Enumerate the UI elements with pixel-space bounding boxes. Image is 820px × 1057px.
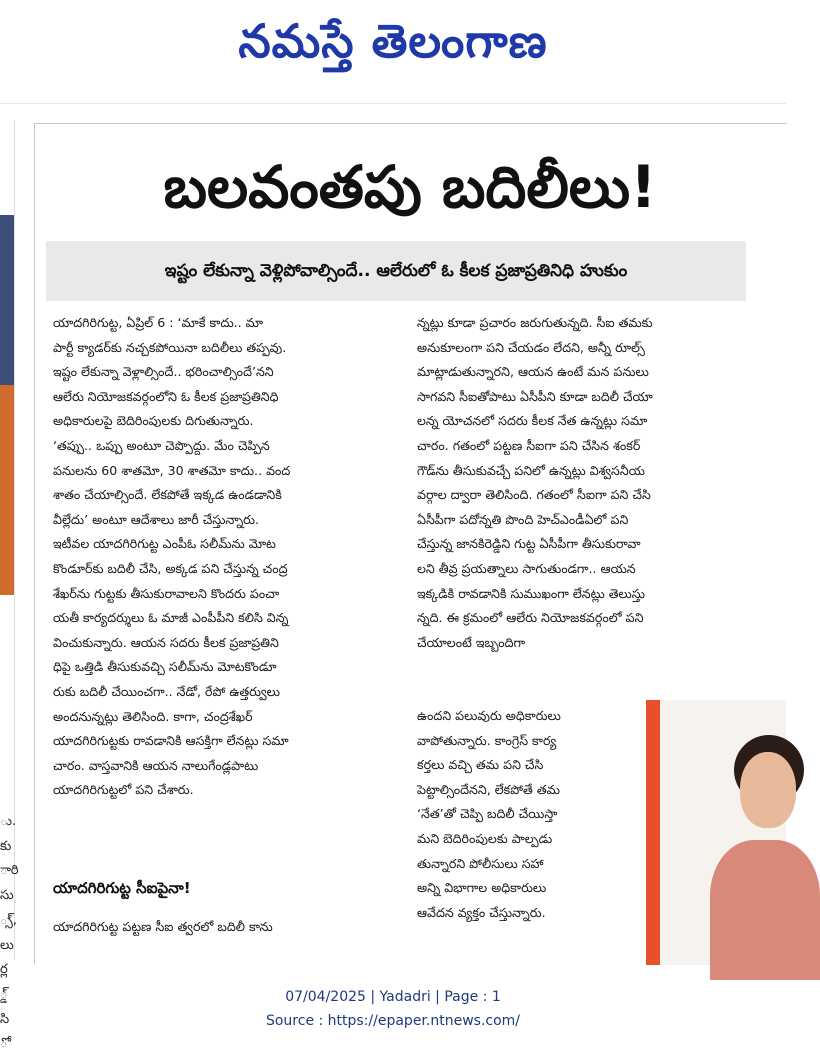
adjacent-text-char: కు xyxy=(0,838,12,854)
body-text-line: వించుకున్నారు. ఆయన సదరు కీలక ప్రజాప్రతిని xyxy=(53,634,279,650)
body-text-line: గౌడ్‌ను తీసుకువచ్చే పనిలో ఉన్నట్లు విశ్వసనీయ xyxy=(417,462,645,478)
body-text-line: అందనున్నట్లు తెలిసింది. కాగా, చంద్రశేఖర్ xyxy=(53,708,253,724)
body-text-line: వాపోతున్నారు. కాంగ్రెస్ కార్య xyxy=(417,732,557,748)
page-divider xyxy=(0,103,786,104)
body-text-line: వర్గాల ద్వారా తెలిసింది. గతంలో సీఐగా పని చేసి xyxy=(417,487,651,503)
body-text-line: యాదగిరిగుట్ట పట్టణ సీఐ త్వరలో బదిలీ కాను xyxy=(53,919,273,934)
body-text-line: పార్టీ క్యాడర్‌కు నచ్చకపోయినా బదిలీలు తప్పవు. xyxy=(53,339,287,355)
body-text-line: కర్తలు వచ్చి తమ పని చేసి xyxy=(417,757,544,773)
article-subheadline: ఇష్టం లేకున్నా వెళ్లిపోవాల్సిందే.. ఆలేరులో ఓ కీలక ప్రజాప్రతినిధి హుకుం xyxy=(164,261,628,281)
body-text-line: మాట్లాడుతున్నారని, ఆయన ఉంటే మన పనులు xyxy=(417,364,649,380)
body-text-line: ఆవేదన వ్యక్తం చేస్తున్నారు. xyxy=(417,904,546,920)
adjacent-column-strip xyxy=(0,120,19,1052)
body-text-line: శేఖర్‌ను గుట్టకు తీసుకురావాలని కొందరు పంచా xyxy=(53,585,280,601)
body-text-line: కొండూర్‌కు బదిలీ చేసి, అక్కడ పని చేస్తున్న చంద్ర xyxy=(53,560,288,576)
person-photo xyxy=(646,700,786,965)
body-text-line: ఆలేరు నియోజకవర్గంలోని ఓ కీలక ప్రజాప్రతినిధి xyxy=(53,388,279,404)
body-column-2 xyxy=(417,311,755,655)
body-column-1 xyxy=(53,311,387,803)
body-text-line: ఇక్కడికి రావడానికి సుముఖంగా లేనట్లు తెలుస్తు xyxy=(417,585,645,601)
body-text-line: శాతం చేయాల్సిందే. లేకపోతే ఇక్కడ ఉండడానికి xyxy=(53,487,282,503)
masthead xyxy=(0,0,786,100)
body-text-line: ఇటీవల యాదగిరిగుట్ట ఎంపీఓ సలీమ్‌ను మోట xyxy=(53,536,276,552)
body-text-line: లని తీవ్ర ప్రయత్నాలు సాగుతుండగా.. ఆయన xyxy=(417,560,636,576)
body-text-line: ఇష్టం లేకున్నా వెళ్లాల్సిందే.. భరించాల్సిందే’నని xyxy=(53,364,274,380)
body-text-line: ఏసీపీగా పదోన్నతి పొంది హెచ్‌ఎండీఏలో పని xyxy=(417,511,629,527)
footer-date-line: 07/04/2025 | Yadadri | Page : 1 xyxy=(285,989,501,1005)
body-text-line: యతీ కార్యదర్శులు ఓ మాజీ ఎంపీపీని కలిసి విన్న xyxy=(53,610,289,626)
adjacent-text-char: లు xyxy=(0,937,14,953)
body-text-line: చేస్తున్న జానకిరెడ్డిని గుట్ట ఏసీపీగా తీసుకురావా xyxy=(417,536,641,552)
body-text-line: అనుకూలంగా పని చేయడం లేదని, అన్నీ రూల్స్ xyxy=(417,339,645,355)
body-text-line: ఉందని పలువురు అధికారులు xyxy=(417,708,561,723)
adjacent-text-char: ారి xyxy=(0,863,19,879)
section-subheading: యాదగిరిగుట్ట సీఐపైనా! xyxy=(53,879,191,897)
body-text-line: సాగవని సీఐతోపాటు ఏసీపీని కూడా బదిలీ చేయా xyxy=(417,388,653,404)
footer-source-line: Source : https://epaper.ntnews.com/ xyxy=(265,1013,521,1029)
body-text-line: చేయాలంటే ఇబ్బందిగా xyxy=(417,634,526,650)
body-text-line: తున్నారని పోలీసులు సహా xyxy=(417,855,544,871)
adjacent-text-char: ర్ల xyxy=(0,962,8,978)
body-text-line: యాదగిరిగుట్టలో పని చేశారు. xyxy=(53,782,194,798)
body-text-line: చారం. గతంలో పట్టణ సీఐగా పని చేసిన శంకర్ xyxy=(417,437,641,453)
adjacent-photo-fragment-lower xyxy=(0,385,14,595)
body-text-line: వీల్లేదు’ అంటూ ఆదేశాలు జారీ చేస్తున్నారు. xyxy=(53,511,260,527)
adjacent-photo-fragment xyxy=(0,215,14,385)
body-text-line: చారం. వాస్తవానికి ఆయన నాలుగేండ్లపాటు xyxy=(53,757,259,773)
body-text-line: రుకు బదిలీ చేయించగా.. నేడో, రేపో ఉత్తర్వులు xyxy=(53,683,280,699)
body-text-line: న్నట్లు కూడా ప్రచారం జరుగుతున్నది. సీఐ తమకు xyxy=(417,315,653,330)
masthead-title: నమస్తే తెలంగాణ xyxy=(238,14,548,68)
adjacent-text-char: ్డ్ xyxy=(0,986,8,1002)
body-text-line: యాదగిరిగుట్ట, ఏప్రిల్ 6 : ‘మాకే కాదు.. మా xyxy=(53,315,264,330)
body-text-line: మని బెదిరింపులకు పాల్పడు xyxy=(417,830,553,846)
body-text-line: అన్ని విభాగాల అధికారులు xyxy=(417,880,547,896)
body-text-line: న్నది. ఈ క్రమంలో ఆలేరు నియోజకవర్గంలో పని xyxy=(417,610,644,626)
body-text-line: ‘నేత’తో చెప్పి బదిలీ చేయిస్తా xyxy=(417,806,558,822)
adjacent-text-char: ు. xyxy=(0,814,17,829)
body-text-line: ‘తప్పు.. ఒప్పు అంటూ చెప్పొద్దు. మేం చెప్పిన xyxy=(53,437,270,453)
body-text-line: అధికారులపై బెదిరింపులకు దిగుతున్నారు. xyxy=(53,413,254,429)
adjacent-text-char: సి xyxy=(0,1011,10,1027)
adjacent-text-char: సు xyxy=(0,888,14,904)
body-column-1-continued xyxy=(53,915,387,940)
body-text-line: ధిపై ఒత్తిడి తీసుకువచ్చి సలీమ్‌ను మోటకొండూ xyxy=(53,659,277,675)
article-headline: బలవంతపు బదిలీలు! xyxy=(163,153,657,221)
body-text-line: పెట్టాల్సిందేనని, లేకపోతే తమ xyxy=(417,781,560,797)
body-text-line: పనులను 60 శాతమో, 30 శాతమో కాదు.. వంద xyxy=(53,462,291,478)
adjacent-text-char: ో xyxy=(0,1036,8,1052)
body-text-line: లన్న యోచనలో సదరు కీలక నేత ఉన్నట్లు సమా xyxy=(417,413,648,429)
adjacent-text-char: ్స్, xyxy=(0,912,17,928)
body-text-line: యాదగిరిగుట్టకు రావడానికి ఆసక్తిగా లేనట్లు సమా xyxy=(53,733,289,749)
body-column-2-wrap xyxy=(417,704,627,925)
subheadline-box xyxy=(46,241,746,301)
